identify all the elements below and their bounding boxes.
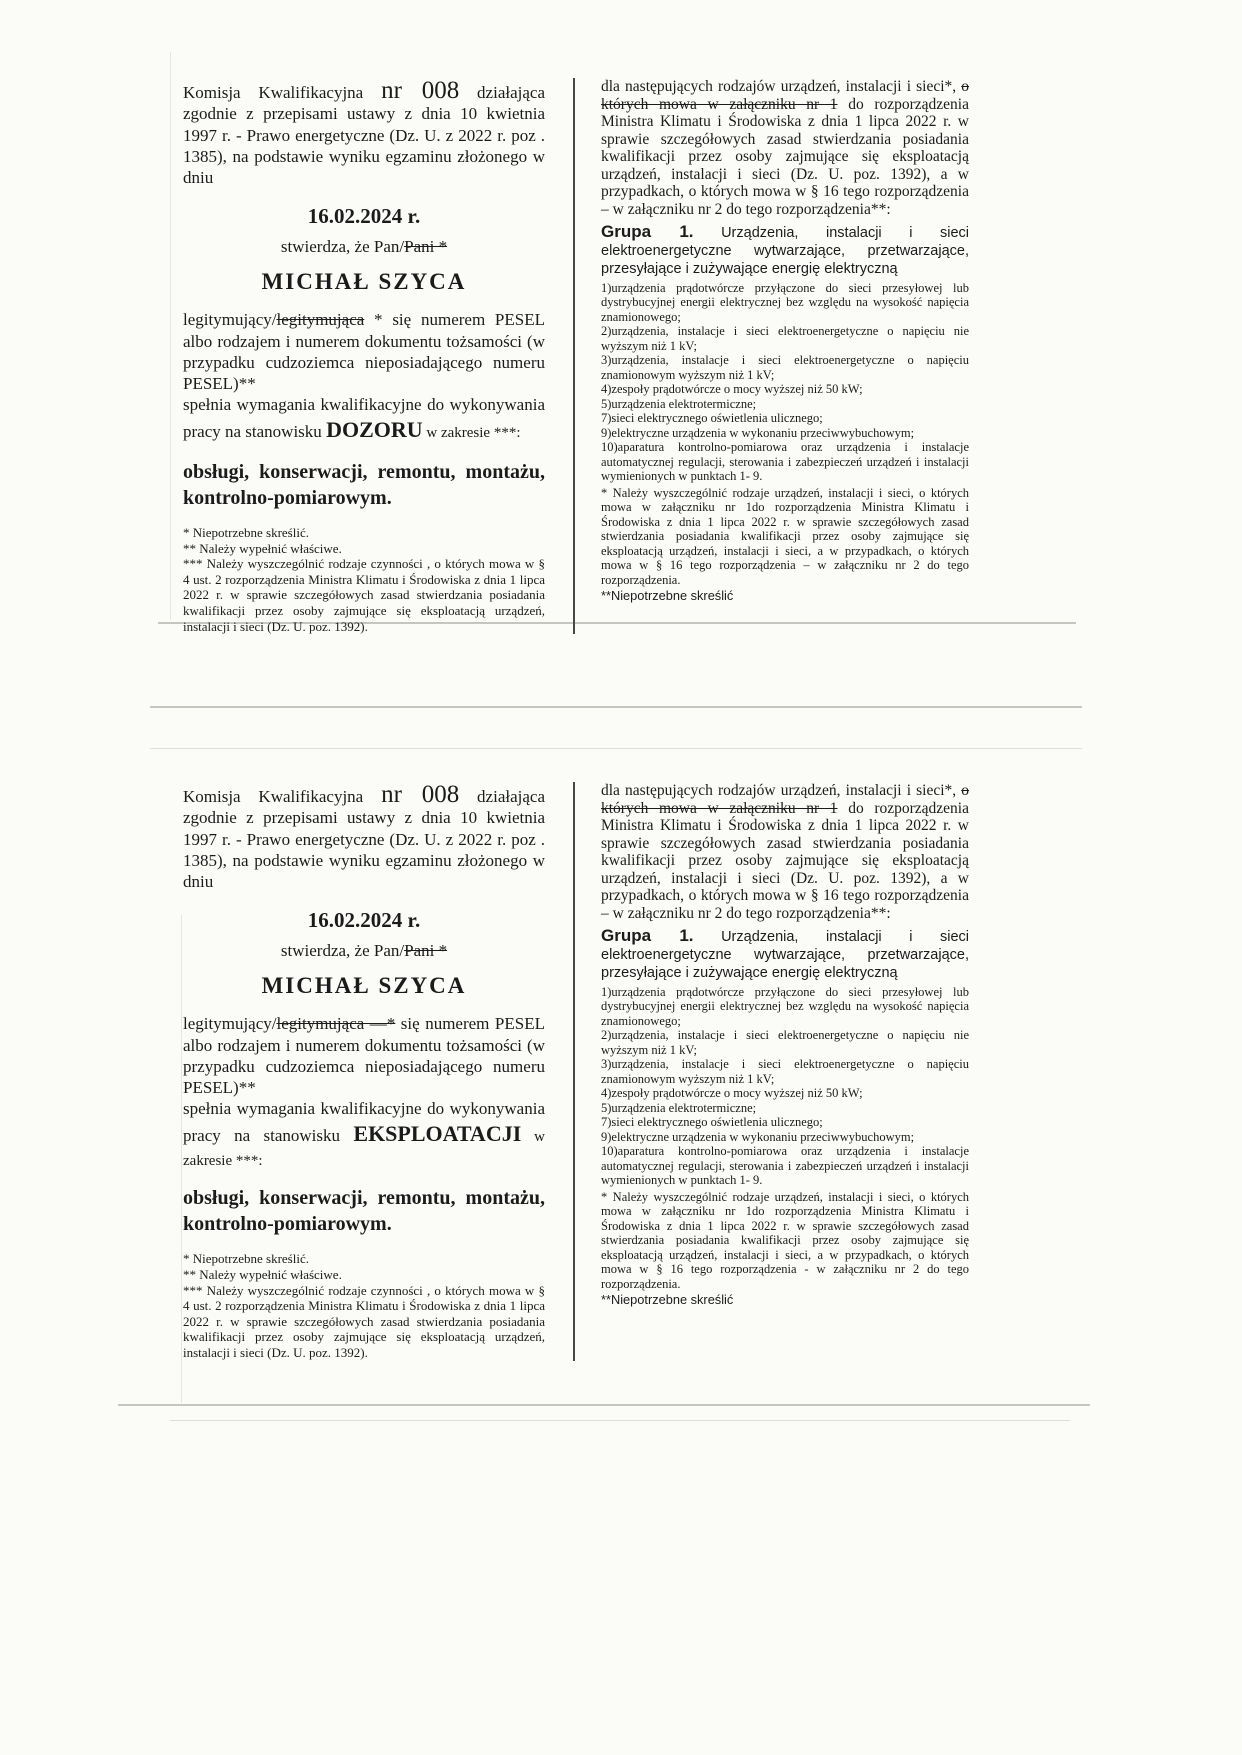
commission-number: nr 008 bbox=[381, 781, 460, 808]
struck-text: Pani * bbox=[404, 237, 448, 257]
left-column bbox=[183, 78, 545, 634]
commission-number: nr 008 bbox=[381, 77, 460, 104]
device-list-item: 2)urządzenia, instalacje i sieci elektroenergetyczne o napięciu nie wyższym niż 1 kV; bbox=[601, 324, 969, 353]
exam-date: 16.02.2024 r. bbox=[307, 204, 421, 229]
intro-text: Komisja Kwalifikacyjna bbox=[183, 83, 382, 102]
footnote: ** Należy wypełnić właściwe. bbox=[183, 1267, 342, 1283]
struck-text: legitymująca —* bbox=[276, 1014, 396, 1034]
group-description: Urządzenia, instalacji i sieci elektroenergetyczne wytwarzające, przetwarzające, przesyłające i zużywające energię elektryczną bbox=[601, 225, 969, 278]
struck-text: o których mowa w załączniku nr 1 bbox=[601, 782, 969, 817]
page-left-edge-shadow bbox=[170, 52, 171, 620]
left-footnotes bbox=[183, 1251, 545, 1360]
person-name: MICHAŁ SZYCA bbox=[261, 269, 467, 295]
pesel-text: się numerem PESEL albo rodzajem i numerem dokumentu tożsamości (w przypadku cudzoziemca nieposiadającego numeru PESEL)** bbox=[183, 1014, 545, 1097]
statement-text: stwierdza, że Pan/ bbox=[280, 237, 405, 257]
devices-text: do rozporządzenia Ministra Klimatu i Środowiska z dnia 1 lipca 2022 r. w sprawie szczegółowych zasad stwierdzania posiadania kwalifikacji przez osoby zajmujące się eksploatacją urządzeń, instalacji i sieci (Dz. U. poz. 1392), a w przypadkach, o których mowa w § 16 tego rozporządzenia – w załączniku nr 2 do tego rozporządzenia**: bbox=[601, 799, 969, 922]
footnote: *** Należy wyszczególnić rodzaje czynności , o których mowa w § 4 ust. 2 rozporządzenia Ministra Klimatu i Środowiska z dnia 1 lipca 2022 r. w sprawie szczegółowych zasad stwierdzania posiadania kwalifikacji przez osoby zajmujące się eksploatacją urządzeń, instalacji i sieci (Dz. U. poz. 1392). bbox=[183, 556, 545, 634]
group-heading bbox=[601, 925, 969, 983]
intro-paragraph bbox=[183, 782, 545, 892]
footnote-star: * Należy wyszczególnić rodzaje urządzeń, instalacji i sieci, o których mowa w załączniku nr 1do rozporządzenia Ministra Klimatu i Środowiska z dnia 1 lipca 2022 r. w sprawie szczegółowych zasad stwierdzania posiadania kwalifikacji przez osoby zajmujące się eksploatacją urządzeń, instalacji i sieci, a w przypadkach, o których mowa w § 16 tego rozporządzenia - w załączniku nr 2 do tego rozporządzenia. bbox=[601, 1189, 969, 1291]
intro-paragraph bbox=[183, 78, 545, 188]
statement-line bbox=[183, 941, 545, 961]
footnote: ** Należy wypełnić właściwe. bbox=[183, 540, 342, 556]
left-footnotes bbox=[183, 525, 545, 634]
position-name: EKSPLOATACJI bbox=[353, 1121, 522, 1147]
certificate-document bbox=[183, 78, 973, 634]
qualification-text: spełnia wymagania kwalifikacyjne do wykonywania pracy na stanowisku bbox=[183, 1099, 545, 1146]
scope-suffix: w zakresie ***: bbox=[422, 425, 521, 442]
device-list-item: 2)urządzenia, instalacje i sieci elektroenergetyczne o napięciu nie wyższym niż 1 kV; bbox=[601, 1028, 969, 1057]
intro-text: Komisja Kwalifikacyjna bbox=[183, 787, 382, 806]
devices-text: dla następujących rodzajów urządzeń, instalacji i sieci*, bbox=[601, 782, 962, 799]
struck-text: Pani * bbox=[404, 941, 448, 961]
footnote: * Niepotrzebne skreślić. bbox=[183, 524, 309, 540]
device-list-item: 3)urządzenia, instalacje i sieci elektroenergetyczne o napięciu znamionowym wyższym niż 1 kV; bbox=[601, 1057, 969, 1086]
footnote: * Niepotrzebne skreślić. bbox=[183, 1251, 309, 1267]
page-cut-line bbox=[150, 706, 1082, 708]
device-list-item: 7)sieci elektrycznego oświetlenia ulicznego; bbox=[601, 411, 823, 425]
device-list-item: 9)elektryczne urządzenia w wykonaniu przeciwwybuchowym; bbox=[601, 1129, 915, 1144]
pesel-text: legitymujący/ bbox=[183, 1014, 277, 1034]
intro-text: działająca zgodnie z przepisami ustawy z dnia 10 kwietnia 1997 r. - Prawo energetyczne (Dz. U. z 2022 r. poz . 1385), na podstawie wyniku egzaminu złożonego w dniu bbox=[183, 787, 545, 891]
exam-date: 16.02.2024 r. bbox=[307, 908, 421, 933]
scope-suffix: w zakresie ***: bbox=[183, 1129, 545, 1169]
devices-paragraph bbox=[601, 78, 969, 218]
footnote: *** Należy wyszczególnić rodzaje czynności , o których mowa w § 4 ust. 2 rozporządzenia Ministra Klimatu i Środowiska z dnia 1 lipca 2022 r. w sprawie szczegółowych zasad stwierdzania posiadania kwalifikacji przez osoby zajmujące się eksploatacją urządzeń, instalacji i sieci (Dz. U. poz. 1392). bbox=[183, 1282, 545, 1360]
pesel-text: * się numerem PESEL albo rodzajem i numerem dokumentu tożsamości (w przypadku cudzoziemca nieposiadającego numeru PESEL)** bbox=[183, 310, 545, 393]
group-label: Grupa 1. bbox=[601, 926, 694, 945]
page-cut-line bbox=[150, 748, 1082, 749]
qualification-paragraph bbox=[183, 394, 545, 445]
certificate-document bbox=[183, 782, 973, 1361]
statement-text: stwierdza, że Pan/ bbox=[280, 941, 405, 961]
position-name: DOZORU bbox=[326, 417, 423, 443]
page-cut-line bbox=[170, 1420, 1070, 1421]
device-list-item: 10)aparatura kontrolno-pomiarowa oraz urządzenia i instalacje automatycznej regulacji, sterowania i zabezpieczeń urządzeń i instalacji wymienionych w punktach 1- 9. bbox=[601, 440, 969, 483]
device-list-item: 1)urządzenia prądotwórcze przyłączone do sieci przesyłowej lub dystrybucyjnej energii elektrycznej bez względu na wysokość napięcia znamionowego; bbox=[601, 280, 969, 324]
device-list-item: 5)urządzenia elektrotermiczne; bbox=[601, 396, 757, 411]
footnote-double-star: **Niepotrzebne skreślić bbox=[601, 1292, 734, 1307]
right-column bbox=[601, 78, 969, 634]
group-heading bbox=[601, 221, 969, 279]
device-list bbox=[601, 281, 969, 484]
device-list bbox=[601, 985, 969, 1188]
column-divider-line bbox=[573, 78, 575, 634]
device-list-item: 1)urządzenia prądotwórcze przyłączone do sieci przesyłowej lub dystrybucyjnej energii elektrycznej bez względu na wysokość napięcia znamionowego; bbox=[601, 984, 969, 1028]
footnote-star: * Należy wyszczególnić rodzaje urządzeń, instalacji i sieci, o których mowa w załączniku nr 1do rozporządzenia Ministra Klimatu i Środowiska z dnia 1 lipca 2022 r. w sprawie szczegółowych zasad stwierdzania posiadania kwalifikacji przez osoby zajmujące się eksploatacją urządzeń, instalacji i sieci, a w przypadkach, o których mowa w § 16 tego rozporządzenia – w załączniku nr 2 do tego rozporządzenia. bbox=[601, 485, 969, 587]
qualification-text: spełnia wymagania kwalifikacyjne do wykonywania pracy na stanowisku bbox=[183, 395, 545, 442]
device-list-item: 3)urządzenia, instalacje i sieci elektroenergetyczne o napięciu znamionowym wyższym niż 1 kV; bbox=[601, 353, 969, 382]
struck-text: legitymująca bbox=[276, 310, 365, 330]
scope-list: obsługi, konserwacji, remontu, montażu, kontrolno-pomiarowym. bbox=[183, 460, 545, 509]
devices-paragraph bbox=[601, 782, 969, 922]
group-description: Urządzenia, instalacji i sieci elektroenergetyczne wytwarzające, przetwarzające, przesyłające i zużywające energię elektryczną bbox=[601, 929, 969, 982]
pesel-text: legitymujący/ bbox=[183, 310, 277, 330]
device-list-item: 9)elektryczne urządzenia w wykonaniu przeciwwybuchowym; bbox=[601, 425, 915, 440]
device-list-item: 4)zespoły prądotwórcze o mocy wyższej niż 50 kW; bbox=[601, 1086, 863, 1100]
scope-list: obsługi, konserwacji, remontu, montażu, kontrolno-pomiarowym. bbox=[183, 1187, 545, 1236]
pesel-paragraph bbox=[183, 1013, 545, 1098]
device-list-item: 4)zespoły prądotwórcze o mocy wyższej niż 50 kW; bbox=[601, 382, 863, 396]
qualification-paragraph bbox=[183, 1098, 545, 1171]
device-list-item: 7)sieci elektrycznego oświetlenia ulicznego; bbox=[601, 1115, 823, 1129]
device-list-item: 5)urządzenia elektrotermiczne; bbox=[601, 1100, 757, 1115]
intro-text: działająca zgodnie z przepisami ustawy z dnia 10 kwietnia 1997 r. - Prawo energetyczne (Dz. U. z 2022 r. poz . 1385), na podstawie wyniku egzaminu złożonego w dniu bbox=[183, 83, 545, 187]
page-left-edge-shadow bbox=[181, 915, 182, 1403]
devices-text: dla następujących rodzajów urządzeń, instalacji i sieci*, bbox=[601, 78, 962, 95]
left-column bbox=[183, 782, 545, 1361]
statement-line bbox=[183, 237, 545, 257]
struck-text: o których mowa w załączniku nr 1 bbox=[601, 78, 969, 113]
devices-text: do rozporządzenia Ministra Klimatu i Środowiska z dnia 1 lipca 2022 r. w sprawie szczegółowych zasad stwierdzania posiadania kwalifikacji przez osoby zajmujące się eksploatacją urządzeń, instalacji i sieci (Dz. U. poz. 1392), a w przypadkach, o których mowa w § 16 tego rozporządzenia – w załączniku nr 2 do tego rozporządzenia**: bbox=[601, 95, 969, 218]
page-cut-line bbox=[118, 1404, 1090, 1406]
column-divider-line bbox=[573, 782, 575, 1361]
pesel-paragraph bbox=[183, 309, 545, 394]
footnote-double-star: **Niepotrzebne skreślić bbox=[601, 588, 734, 603]
person-name: MICHAŁ SZYCA bbox=[261, 973, 467, 999]
group-label: Grupa 1. bbox=[601, 222, 694, 241]
device-list-item: 10)aparatura kontrolno-pomiarowa oraz urządzenia i instalacje automatycznej regulacji, sterowania i zabezpieczeń urządzeń i instalacji wymienionych w punktach 1- 9. bbox=[601, 1144, 969, 1187]
right-column bbox=[601, 782, 969, 1361]
